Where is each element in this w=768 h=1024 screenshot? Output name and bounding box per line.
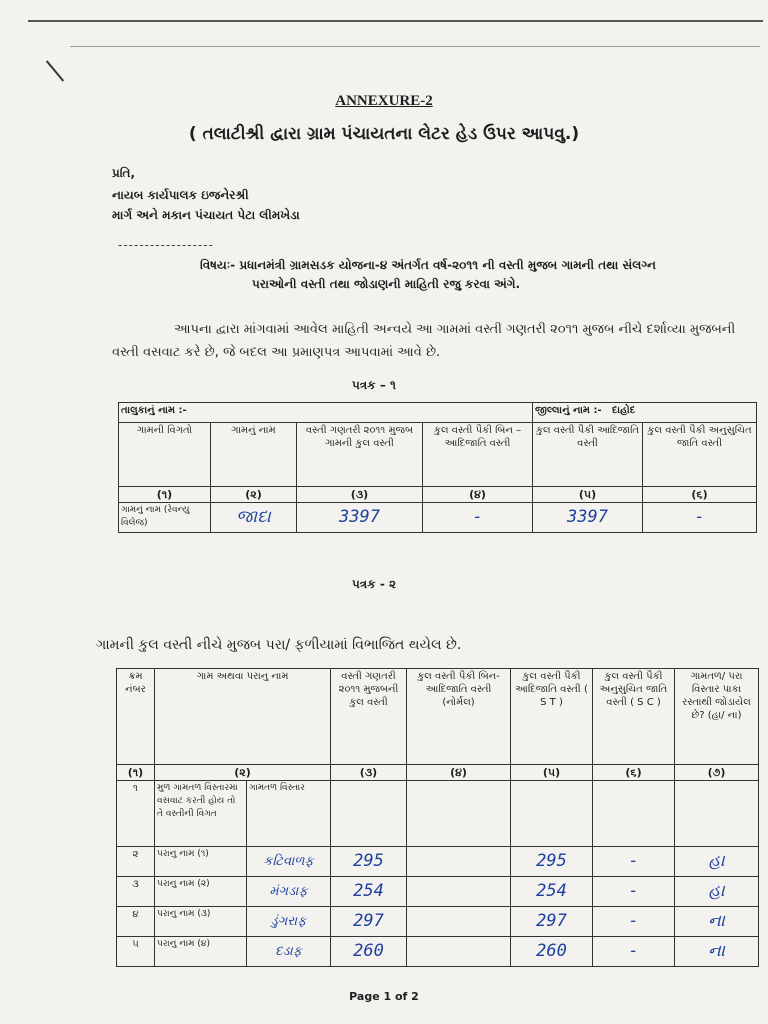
t1-header-5: કુલ વસ્તી પૈકી આદિજાતિ વસ્તી xyxy=(533,423,643,487)
t2-row1-road xyxy=(675,781,759,847)
t1-header-4: કુલ વસ્તી પૈકી બિન – આદિજાતિ વસ્તી xyxy=(423,423,533,487)
subject-line-1: વિષયઃ- પ્રધાનમંત્રી ગ્રામસડક યોજના-૪ અંતર્ગત વર્ષ-૨૦૧૧ ની વસ્તી મુજબ ગામની તથા સંલગ્ન xyxy=(200,258,656,272)
t2-st: 297 xyxy=(511,907,593,937)
t2-header-5: કુલ વસ્તી પૈકી આદિજાતિ વસ્તી ( S T ) xyxy=(511,669,593,765)
t2-label: પરાનુ નામ (૪) xyxy=(155,937,247,967)
t2-num-5: (૫) xyxy=(511,765,593,781)
t2-row1-sc xyxy=(593,781,675,847)
t2-nontribal xyxy=(407,847,511,877)
recipient-line-1: નાયબ કાર્યપાલક ઇજનેરશ્રી xyxy=(112,188,249,202)
t2-st: 260 xyxy=(511,937,593,967)
district-value: દાહોદ xyxy=(612,405,636,416)
t2-nontribal xyxy=(407,877,511,907)
t2-header-1: ક્રમ નંબર xyxy=(117,669,155,765)
t2-row1-total xyxy=(331,781,407,847)
t2-serial: ૪ xyxy=(117,907,155,937)
t2-para-name: મંગડાફ xyxy=(247,877,331,907)
table2-intro: ગામની કુલ વસ્તી નીચે મુજબ પરા/ ફળીયામાં વિભાજિત થયેલ છે. xyxy=(96,637,462,653)
separator: ------------------ xyxy=(118,238,214,252)
table2 xyxy=(116,668,759,967)
t2-row1-label: મુળ ગામતળ વિસ્તારમા વસવાટ કરતી હોય તો તે વસ્તીની વિગત xyxy=(155,781,247,847)
t1-header-3: વસ્તી ગણતરી ૨૦૧૧ મુજબ ગામની કુલ વસ્તી xyxy=(297,423,423,487)
t2-nontribal xyxy=(407,937,511,967)
t1-header-6: કુલ વસ્તી પૈકી અનુસુચિત જાતિ વસ્તી xyxy=(643,423,757,487)
t1-header-1: ગામની વિગતો xyxy=(119,423,211,487)
t2-sc: - xyxy=(593,937,675,967)
district-label: જીલ્લાનું નામ :- xyxy=(535,405,602,416)
t2-sc: - xyxy=(593,877,675,907)
taluka-label: તાલુકાનું નામ :- xyxy=(119,403,533,423)
t2-serial: ૫ xyxy=(117,937,155,967)
body-text: આપના દ્વારા માંગવામાં આવેલ માહિતી અન્વયે આ ગામમાં વસ્તી ગણતરી ૨૦૧૧ મુજબ નીચે દર્શાવ્યા મુજબની વસ્તી વસવાટ કરે છે, જે બદલ આ પ્રમાણપત્ર આપવામાં આવે છે. xyxy=(112,322,736,360)
top-rule xyxy=(70,46,760,47)
table-row xyxy=(117,847,759,877)
recipient-prefix: પ્રતિ, xyxy=(112,166,136,180)
t2-num-7: (૭) xyxy=(675,765,759,781)
t2-num-1: (૧) xyxy=(117,765,155,781)
t2-sc: - xyxy=(593,847,675,877)
t2-road: હા xyxy=(675,847,759,877)
t2-row1-st xyxy=(511,781,593,847)
t2-para-name: દડાફ xyxy=(247,937,331,967)
t1-nontribal-pop: - xyxy=(423,503,533,533)
subject-line-2: પરાઓની વસ્તી તથા જોડાણની માહિતી રજુ કરવા અંગે. xyxy=(252,277,521,291)
annexure-title: ANNEXURE-2 xyxy=(335,93,433,109)
t2-para-name: કટિવાળફ xyxy=(247,847,331,877)
t2-total: 295 xyxy=(331,847,407,877)
t2-header-4: કુલ વસ્તી પૈકી બિન- આદિજાતિ વસ્તી (નોર્મલ) xyxy=(407,669,511,765)
t2-total: 260 xyxy=(331,937,407,967)
district-cell xyxy=(533,403,757,423)
t1-num-5: (૫) xyxy=(533,487,643,503)
t1-num-6: (૬) xyxy=(643,487,757,503)
table-row xyxy=(117,937,759,967)
t2-num-6: (૬) xyxy=(593,765,675,781)
pen-mark xyxy=(46,60,64,81)
t2-header-2: ગામ અથવા પરાનુ નામ xyxy=(155,669,331,765)
table1-title: પત્રક – ૧ xyxy=(352,378,396,392)
t1-num-3: (૩) xyxy=(297,487,423,503)
t2-serial: ૨ xyxy=(117,847,155,877)
t2-row1-nontribal xyxy=(407,781,511,847)
t1-row-label: ગામનું નામ (રેવન્યુ વિલેજ) xyxy=(119,503,211,533)
t2-nontribal xyxy=(407,907,511,937)
t2-total: 254 xyxy=(331,877,407,907)
t1-sc-pop: - xyxy=(643,503,757,533)
t1-header-2: ગામનું નામ xyxy=(211,423,297,487)
t1-num-1: (૧) xyxy=(119,487,211,503)
t2-para-name: ડુંગરાફ xyxy=(247,907,331,937)
t2-label: પરાનુ નામ (૨) xyxy=(155,877,247,907)
table-row xyxy=(117,877,759,907)
table-row xyxy=(117,907,759,937)
t1-num-4: (૪) xyxy=(423,487,533,503)
t2-road: ના xyxy=(675,907,759,937)
t2-road: હા xyxy=(675,877,759,907)
t2-serial: ૩ xyxy=(117,877,155,907)
t2-st: 254 xyxy=(511,877,593,907)
t2-num-4: (૪) xyxy=(407,765,511,781)
top-border xyxy=(28,20,763,36)
page-number: Page 1 of 2 xyxy=(349,990,419,1003)
t2-sc: - xyxy=(593,907,675,937)
body-paragraph xyxy=(112,318,762,364)
t2-header-3: વસ્તી ગણતરી ૨૦૧૧ મુજબની કુલ વસ્તી xyxy=(331,669,407,765)
t2-label: પરાનુ નામ (૩) xyxy=(155,907,247,937)
t2-num-3: (૩) xyxy=(331,765,407,781)
t2-road: ના xyxy=(675,937,759,967)
t1-tribal-pop: 3397 xyxy=(533,503,643,533)
t1-num-2: (૨) xyxy=(211,487,297,503)
t2-num-2: (૨) xyxy=(155,765,331,781)
t2-header-6: કુલ વસ્તી પૈકી અનુસુચિત જાતિ વસ્તી ( S C ) xyxy=(593,669,675,765)
t2-header-7: ગામતળ/ પરા વિસ્તાર પાકા રસ્તાથી જોડાયેલ છે? (હા/ ના) xyxy=(675,669,759,765)
t2-total: 297 xyxy=(331,907,407,937)
table2-title: પત્રક - ૨ xyxy=(352,577,397,591)
t2-row1-sub: ગામતળ વિસ્તાર xyxy=(247,781,331,847)
t2-st: 295 xyxy=(511,847,593,877)
t1-total-pop: 3397 xyxy=(297,503,423,533)
table1 xyxy=(118,402,757,533)
t1-village-name: જાદા xyxy=(211,503,297,533)
document-subtitle: ( તલાટીશ્રી દ્વારા ગ્રામ પંચાયતના લેટર હેડ ઉપર આપવુ.) xyxy=(188,124,580,144)
recipient-line-2: માર્ગ અને મકાન પંચાયત પેટા લીમખેડા xyxy=(112,208,300,222)
t2-label: પરાનુ નામ (૧) xyxy=(155,847,247,877)
t2-row1-serial: ૧ xyxy=(117,781,155,847)
